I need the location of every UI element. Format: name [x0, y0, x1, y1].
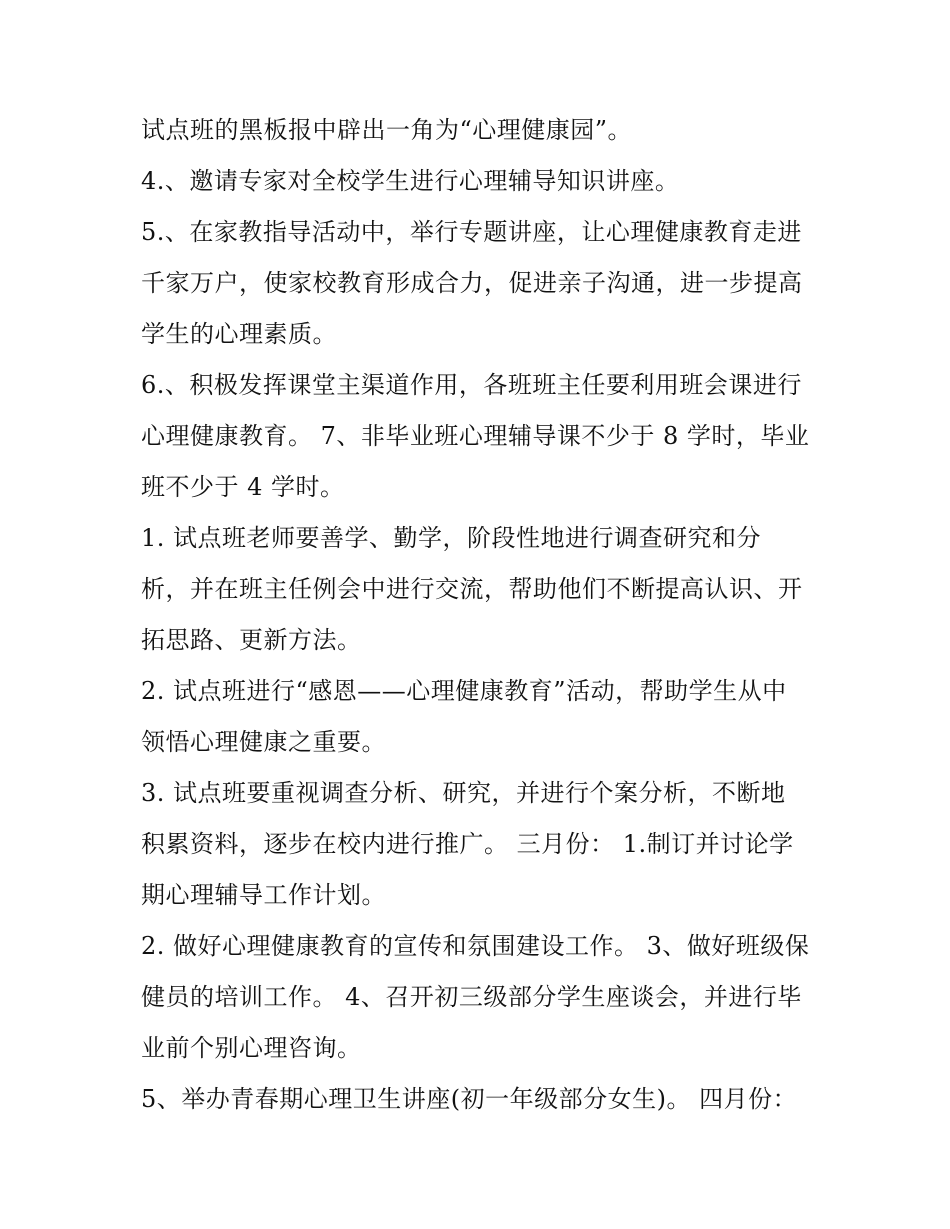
text-line-18: 健员的培训工作。 4、召开初三级部分学生座谈会，并进行毕	[141, 983, 802, 1011]
text-line-3: 5.、在家教指导活动中，举行专题讲座，让心理健康教育走进	[141, 218, 802, 246]
text-line-1: 试点班的黑板报中辟出一角为“心理健康园”。	[141, 116, 633, 144]
text-line-19: 业前个别心理咨询。	[141, 1034, 362, 1062]
text-line-20: 5、举办青春期心理卫生讲座(初一年级部分女生)。 四月份：	[141, 1085, 798, 1113]
text-line-16: 期心理辅导工作计划。	[141, 881, 386, 909]
text-line-10: 析，并在班主任例会中进行交流，帮助他们不断提高认识、开	[141, 575, 803, 603]
text-line-17: 2. 做好心理健康教育的宣传和氛围建设工作。 3、做好班级保	[141, 932, 810, 960]
text-line-7: 心理健康教育。 7、非毕业班心理辅导课不少于 8 学时，毕业	[141, 422, 810, 450]
text-line-6: 6.、积极发挥课堂主渠道作用，各班班主任要利用班会课进行	[141, 371, 802, 399]
text-line-15: 积累资料，逐步在校内进行推广。 三月份： 1.制订并讨论学	[141, 830, 794, 858]
text-line-13: 领悟心理健康之重要。	[141, 728, 386, 756]
text-line-12: 2. 试点班进行“感恩——心理健康教育”活动，帮助学生从中	[141, 677, 787, 705]
text-line-5: 学生的心理素质。	[141, 320, 337, 348]
text-line-14: 3. 试点班要重视调查分析、研究，并进行个案分析，不断地	[141, 779, 786, 807]
text-line-2: 4.、邀请专家对全校学生进行心理辅导知识讲座。	[141, 167, 680, 195]
text-line-4: 千家万户，使家校教育形成合力，促进亲子沟通，进一步提高	[141, 269, 803, 297]
text-line-9: 1. 试点班老师要善学、勤学，阶段性地进行调查研究和分	[141, 524, 762, 552]
text-line-11: 拓思路、更新方法。	[141, 626, 362, 654]
text-line-8: 班不少于 4 学时。	[141, 473, 345, 501]
